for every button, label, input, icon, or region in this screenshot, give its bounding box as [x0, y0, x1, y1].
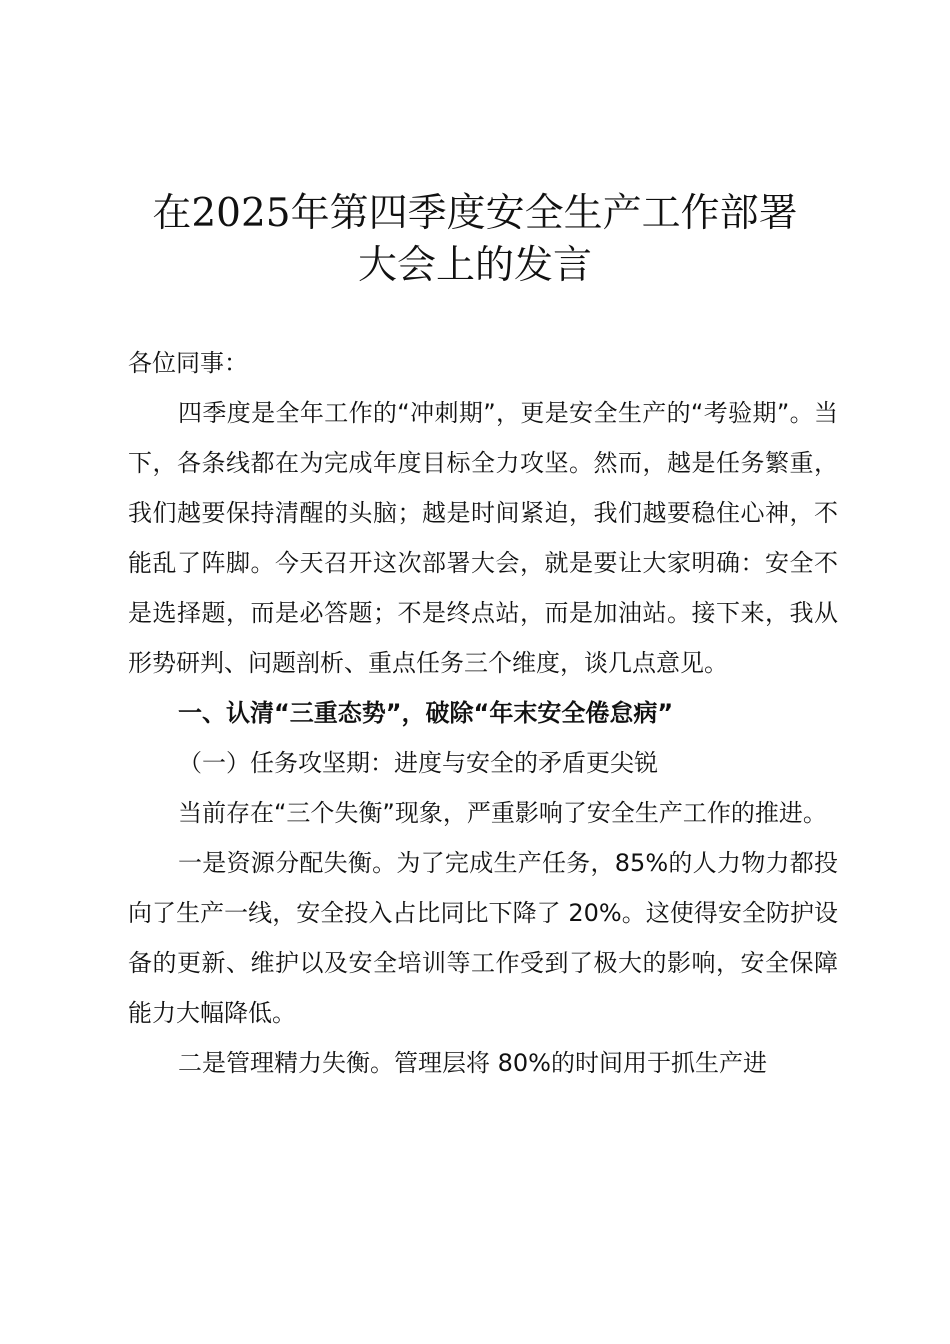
subsection-1-heading: （一）任务攻坚期：进度与安全的矛盾更尖锐	[178, 749, 658, 777]
salutation: 各位同事：	[128, 349, 248, 377]
document-body	[128, 338, 838, 1088]
section-1-heading: 一、认清“三重态势”，破除“年末安全倦怠病”	[178, 699, 674, 727]
management-imbalance-paragraph: 二是管理精力失衡。管理层将 80%的时间用于抓生产进	[178, 1049, 767, 1077]
imbalance-paragraph: 当前存在“三个失衡”现象，严重影响了安全生产工作的推进。	[178, 799, 827, 827]
title-line-2: 大会上的发言	[357, 243, 592, 288]
intro-paragraph: 四季度是全年工作的“冲刺期”，更是安全生产的“考验期”。当下，各条线都在为完成年度目标全力攻坚。然而，越是任务繁重，我们越要保持清醒的头脑；越是时间紧迫，我们越要稳住心神，不能乱了阵脚。今天召开这次部署大会，就是要让大家明确：安全不是选择题，而是必答题；不是终点站，而是加油站。接下来，我从形势研判、问题剖析、重点任务三个维度，谈几点意见。	[128, 399, 838, 677]
document-title	[0, 188, 950, 292]
title-line-1: 在2025年第四季度安全生产工作部署	[152, 191, 798, 236]
resource-imbalance-paragraph: 一是资源分配失衡。为了完成生产任务，85%的人力物力都投向了生产一线，安全投入占比同比下降了 20%。这使得安全防护设备的更新、维护以及安全培训等工作受到了极大的影响，安全保障能力大幅降低。	[128, 849, 838, 1027]
